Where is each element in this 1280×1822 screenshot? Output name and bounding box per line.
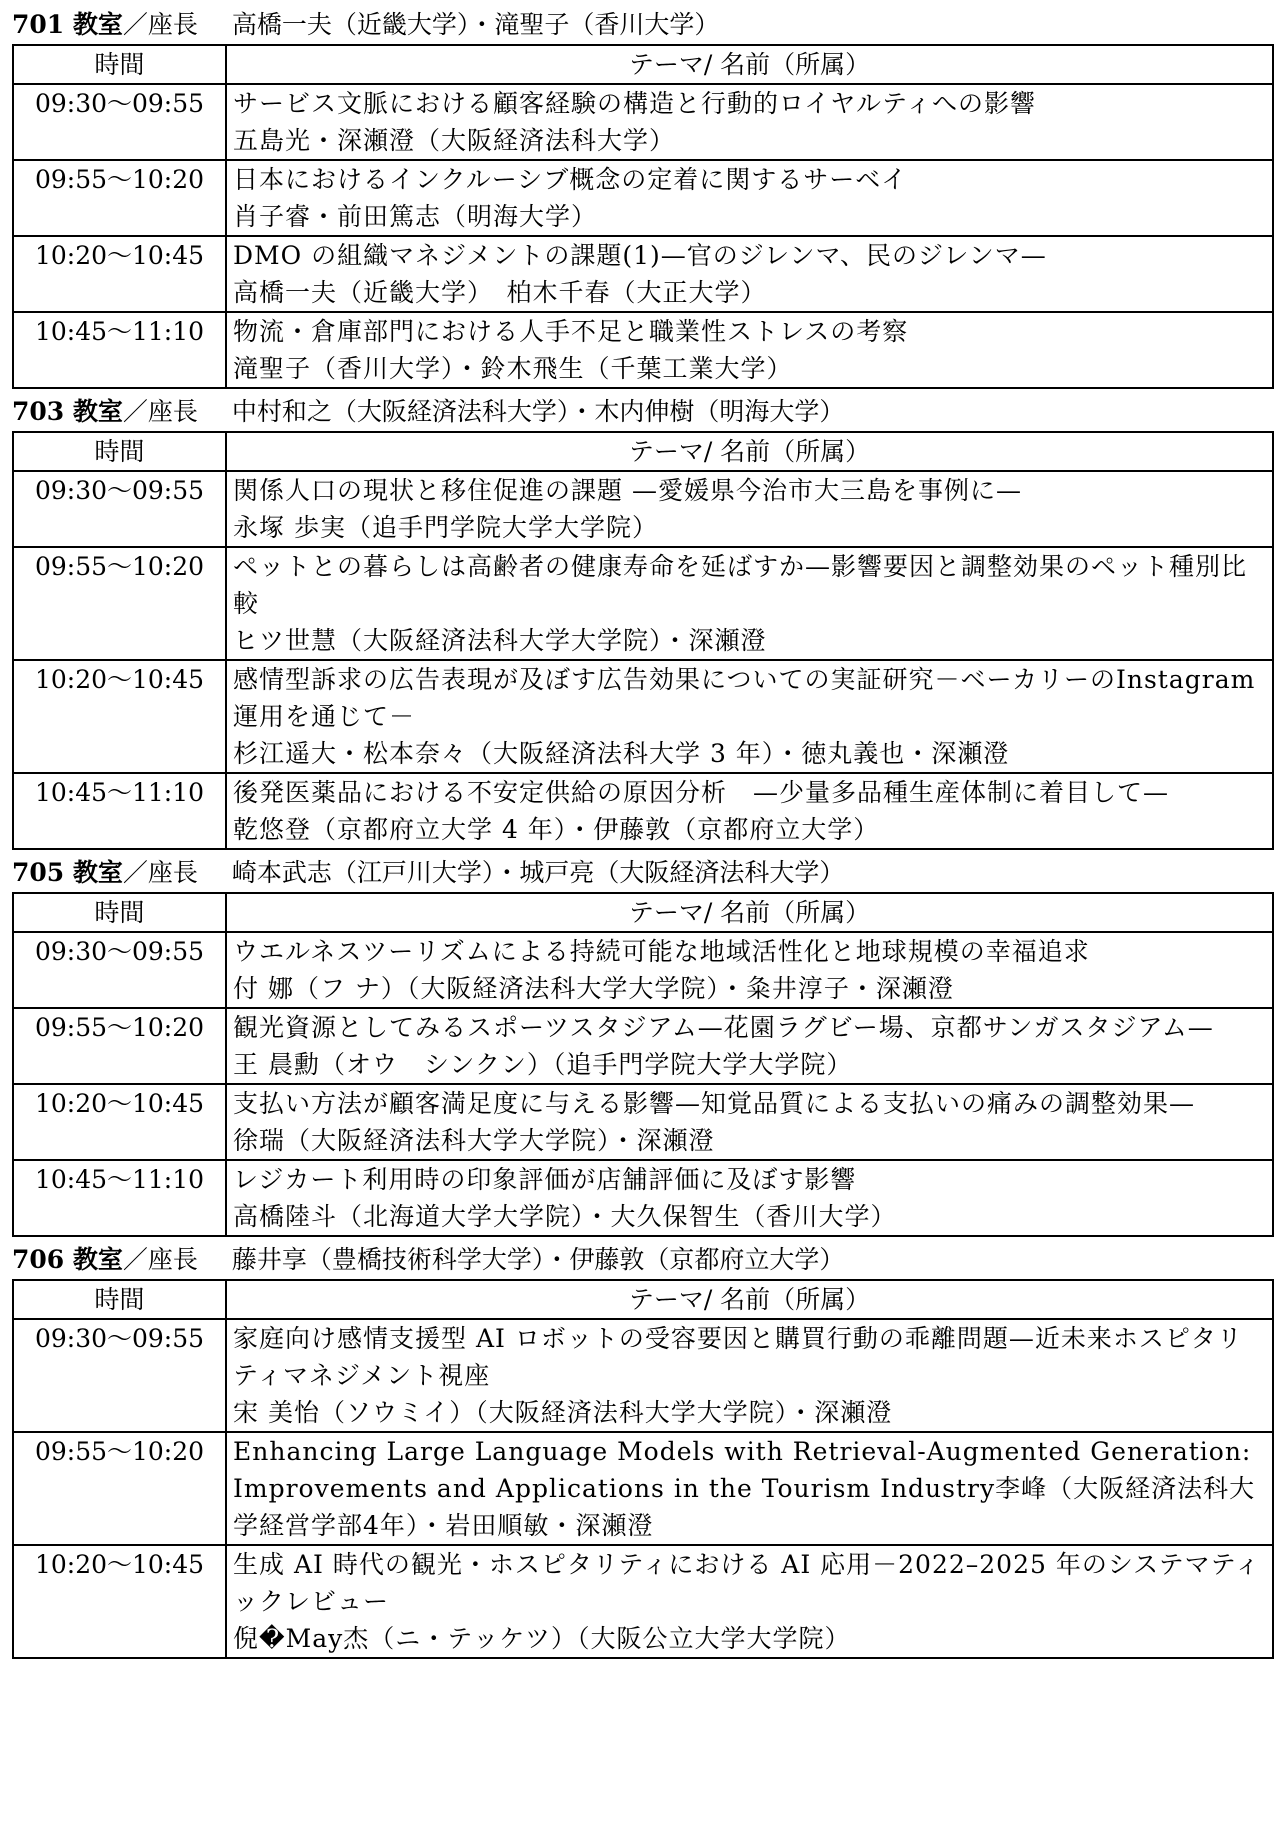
topic-cell <box>226 1160 1273 1236</box>
table-row <box>13 1319 1273 1432</box>
table-row <box>13 1008 1273 1084</box>
time-column-header: 時間 <box>13 432 226 471</box>
topic-column-header: テーマ/ 名前（所属） <box>226 1280 1273 1319</box>
time-cell: 10:20〜10:45 <box>13 236 226 312</box>
time-column-header: 時間 <box>13 45 226 84</box>
presentation-title: 支払い方法が顧客満足度に与える影響—知覚品質による支払いの痛みの調整効果— <box>233 1089 1196 1118</box>
table-row <box>13 1084 1273 1160</box>
table-row <box>13 547 1273 660</box>
presentation-title: 日本におけるインクルーシブ概念の定着に関するサーベイ <box>233 165 908 194</box>
presentation-authors: 宋 美怡（ソウミイ）（大阪経済法科大学大学院）・深瀬澄 <box>233 1398 893 1427</box>
presentation-authors: 高橋一夫（近畿大学） 柏木千春（大正大学） <box>233 278 767 307</box>
chair-label: ／座長 <box>122 857 198 887</box>
topic-column-header: テーマ/ 名前（所属） <box>226 45 1273 84</box>
chairs-names: 崎本武志（江戸川大学）・城戸亮（大阪経済法科大学） <box>231 857 845 887</box>
time-cell: 09:30〜09:55 <box>13 1319 226 1432</box>
time-cell: 09:55〜10:20 <box>13 1432 226 1545</box>
time-cell: 09:55〜10:20 <box>13 160 226 236</box>
presentation-title: 家庭向け感情支援型 AI ロボットの受容要因と購買行動の乖離問題—近未来ホスピタリティマネジメント視座 <box>233 1324 1243 1390</box>
table-row <box>13 773 1273 849</box>
topic-cell <box>226 1432 1273 1545</box>
time-cell: 09:55〜10:20 <box>13 547 226 660</box>
presentation-authors: 肖子睿・前田篤志（明海大学） <box>233 202 598 231</box>
chair-label: ／座長 <box>122 1244 198 1274</box>
chair-label: ／座長 <box>122 396 198 426</box>
time-cell: 09:30〜09:55 <box>13 84 226 160</box>
room-header <box>12 391 1268 431</box>
time-cell: 09:30〜09:55 <box>13 932 226 1008</box>
topic-cell <box>226 1545 1273 1658</box>
table-row <box>13 471 1273 547</box>
presentation-authors: 高橋陸斗（北海道大学大学院）・大久保智生（香川大学） <box>233 1202 897 1231</box>
presentation-title: Enhancing Large Language Models with Retrieval-Augmented Generation: Improvements and Applications in the Tourism Industry李峰（大阪経済法科大学経営学部4年）・岩田順敏・深瀬澄 <box>233 1437 1256 1540</box>
presentation-authors: 五島光・深瀬澄（大阪経済法科大学） <box>233 126 676 155</box>
room-number: 701 教室 <box>12 9 123 39</box>
topic-cell <box>226 1084 1273 1160</box>
topic-cell <box>226 773 1273 849</box>
table-row <box>13 1160 1273 1236</box>
table-row <box>13 236 1273 312</box>
room-section-706 <box>12 1239 1268 1659</box>
schedule-table <box>12 431 1274 850</box>
presentation-title: 感情型訴求の広告表現が及ぼす広告効果についての実証研究－ベーカリーのInstagram 運用を通じて－ <box>233 665 1256 731</box>
topic-cell <box>226 660 1273 773</box>
topic-cell <box>226 471 1273 547</box>
room-number: 705 教室 <box>12 857 123 887</box>
topic-cell <box>226 84 1273 160</box>
presentation-authors: 倪�May杰（ニ・テッケツ）（大阪公立大学大学院） <box>233 1624 851 1653</box>
presentation-title: 関係人口の現状と移住促進の課題 —愛媛県今治市大三島を事例に— <box>233 476 1022 505</box>
chairs-names: 高橋一夫（近畿大学）・滝聖子（香川大学） <box>231 9 720 39</box>
topic-cell <box>226 312 1273 388</box>
topic-cell <box>226 547 1273 660</box>
chairs-names: 中村和之（大阪経済法科大学）・木内伸樹（明海大学） <box>231 396 845 426</box>
schedule-table <box>12 1279 1274 1659</box>
topic-cell <box>226 1008 1273 1084</box>
table-row <box>13 84 1273 160</box>
time-column-header: 時間 <box>13 1280 226 1319</box>
topic-cell <box>226 1319 1273 1432</box>
presentation-authors: 徐瑞（大阪経済法科大学大学院）・深瀬澄 <box>233 1126 715 1155</box>
table-header-row <box>13 432 1273 471</box>
chairs-names: 藤井享（豊橋技術科学大学）・伊藤敦（京都府立大学） <box>231 1244 845 1274</box>
presentation-title: 後発医薬品における不安定供給の原因分析 —少量多品種生産体制に着目して— <box>233 778 1170 807</box>
room-header <box>12 852 1268 892</box>
presentation-authors: 付 娜（フ ナ）（大阪経済法科大学大学院）・粂井淳子・深瀬澄 <box>233 974 954 1003</box>
presentation-authors: 杉江遥大・松本奈々（大阪経済法科大学 3 年）・徳丸義也・深瀬澄 <box>233 739 1010 768</box>
table-row <box>13 660 1273 773</box>
table-row <box>13 160 1273 236</box>
presentation-authors: ヒツ世慧（大阪経済法科大学大学院）・深瀬澄 <box>233 626 767 655</box>
time-cell: 10:45〜11:10 <box>13 773 226 849</box>
time-cell: 10:20〜10:45 <box>13 660 226 773</box>
presentation-title: ウエルネスツーリズムによる持続可能な地域活性化と地球規模の幸福追求 <box>233 937 1090 966</box>
time-cell: 09:30〜09:55 <box>13 471 226 547</box>
time-column-header: 時間 <box>13 893 226 932</box>
presentation-authors: 永塚 歩実（追手門学院大学大学院） <box>233 513 658 542</box>
time-cell: 10:45〜11:10 <box>13 1160 226 1236</box>
table-row <box>13 312 1273 388</box>
topic-cell <box>226 932 1273 1008</box>
time-cell: 10:45〜11:10 <box>13 312 226 388</box>
presentation-title: ペットとの暮らしは高齢者の健康寿命を延ばすか—影響要因と調整効果のペット種別比較 <box>233 552 1248 618</box>
topic-cell <box>226 160 1273 236</box>
topic-column-header: テーマ/ 名前（所属） <box>226 432 1273 471</box>
room-section-703 <box>12 391 1268 850</box>
presentation-title: 物流・倉庫部門における人手不足と職業性ストレスの考察 <box>233 317 909 346</box>
table-row <box>13 932 1273 1008</box>
chair-label: ／座長 <box>122 9 198 39</box>
presentation-authors: 滝聖子（香川大学）・鈴木飛生（千葉工業大学） <box>233 354 793 383</box>
topic-column-header: テーマ/ 名前（所属） <box>226 893 1273 932</box>
table-row <box>13 1432 1273 1545</box>
room-number: 703 教室 <box>12 396 123 426</box>
presentation-authors: 王 晨勳（オウ シンクン）（追手門学院大学大学院） <box>233 1050 853 1079</box>
presentation-title: 観光資源としてみるスポーツスタジアム—花園ラグビー場、京都サンガスタジアム— <box>233 1013 1214 1042</box>
table-row <box>13 1545 1273 1658</box>
topic-cell <box>226 236 1273 312</box>
presentation-authors: 乾悠登（京都府立大学 4 年）・伊藤敦（京都府立大学） <box>233 815 880 844</box>
presentation-title: レジカート利用時の印象評価が店舗評価に及ぼす影響 <box>233 1165 857 1194</box>
time-cell: 10:20〜10:45 <box>13 1084 226 1160</box>
room-number: 706 教室 <box>12 1244 123 1274</box>
table-header-row <box>13 1280 1273 1319</box>
time-cell: 10:20〜10:45 <box>13 1545 226 1658</box>
presentation-title: DMO の組織マネジメントの課題(1)—官のジレンマ、民のジレンマ— <box>233 241 1047 270</box>
schedule-table <box>12 892 1274 1237</box>
room-section-701 <box>12 4 1268 389</box>
presentation-title: 生成 AI 時代の観光・ホスピタリティにおける AI 応用－2022–2025 年のシステマティックレビュー <box>233 1550 1261 1616</box>
presentation-title: サービス文脈における顧客経験の構造と行動的ロイヤルティへの影響 <box>233 89 1037 118</box>
room-header <box>12 4 1268 44</box>
schedule-table <box>12 44 1274 389</box>
time-cell: 09:55〜10:20 <box>13 1008 226 1084</box>
table-header-row <box>13 893 1273 932</box>
room-header <box>12 1239 1268 1279</box>
room-section-705 <box>12 852 1268 1237</box>
table-header-row <box>13 45 1273 84</box>
